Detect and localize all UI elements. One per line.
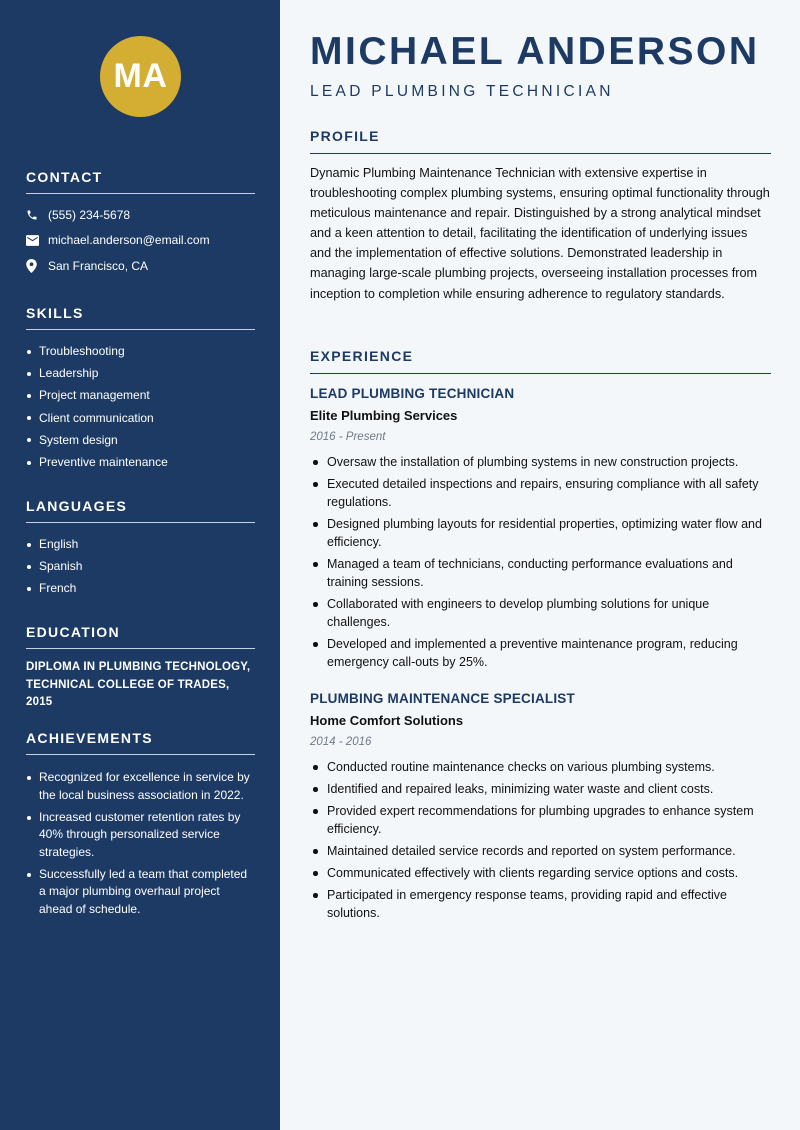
email-icon <box>26 235 48 246</box>
contact-email <box>26 228 255 254</box>
job-entry <box>310 386 771 675</box>
job-entry <box>310 691 771 926</box>
language-item: French <box>26 577 255 599</box>
skill-item: Preventive maintenance <box>26 451 255 473</box>
profile-heading: PROFILE <box>310 128 771 154</box>
languages-heading: LANGUAGES <box>26 498 255 523</box>
language-item: English <box>26 533 255 555</box>
location-text: San Francisco, CA <box>48 258 149 273</box>
job-company: Elite Plumbing Services <box>310 408 458 423</box>
job-bullet: Managed a team of technicians, conducting performance evaluations and training sessions. <box>310 555 771 591</box>
education-heading: EDUCATION <box>26 624 255 649</box>
experience-heading: EXPERIENCE <box>310 348 771 374</box>
skills-heading: SKILLS <box>26 305 255 330</box>
languages-section <box>26 498 255 600</box>
achievements-section <box>26 730 255 923</box>
job-bullet: Executed detailed inspections and repairs, ensuring compliance with all safety regulations. <box>310 475 771 511</box>
skill-item: Project management <box>26 384 255 406</box>
education-degree: DIPLOMA IN PLUMBING TECHNOLOGY, <box>26 661 251 673</box>
education-school: TECHNICAL COLLEGE OF TRADES, 2015 <box>26 678 230 708</box>
phone-icon <box>26 209 48 221</box>
language-item: Spanish <box>26 555 255 577</box>
location-pin-icon <box>26 259 48 273</box>
avatar-initials: MA <box>113 57 168 95</box>
skills-section <box>26 305 255 473</box>
achievements-list <box>26 769 255 918</box>
contact-phone <box>26 202 255 228</box>
job-dates: 2016 - Present <box>310 431 386 443</box>
job-bullet: Provided expert recommendations for plumbing upgrades to enhance system efficiency. <box>310 802 771 838</box>
contact-location <box>26 253 255 279</box>
candidate-name: MICHAEL ANDERSON <box>310 30 760 73</box>
skill-item: System design <box>26 429 255 451</box>
job-bullets <box>310 758 771 922</box>
skill-item: Client communication <box>26 407 255 429</box>
job-bullets <box>310 453 771 671</box>
job-bullet: Conducted routine maintenance checks on various plumbing systems. <box>310 758 771 776</box>
job-bullet: Developed and implemented a preventive maintenance program, reducing emergency call-outs by 25%. <box>310 635 771 671</box>
achievement-item: Increased customer retention rates by 40% through personalized service strategies. <box>26 809 255 862</box>
job-bullet: Participated in emergency response teams, providing rapid and effective solutions. <box>310 886 771 922</box>
job-company: Home Comfort Solutions <box>310 713 464 728</box>
achievement-item: Successfully led a team that completed a major plumbing overhaul project ahead of schedule. <box>26 866 255 919</box>
avatar <box>100 36 181 117</box>
job-bullet: Communicated effectively with clients regarding service options and costs. <box>310 864 771 882</box>
skill-item: Leadership <box>26 362 255 384</box>
contact-heading: CONTACT <box>26 169 255 194</box>
education-entry <box>26 659 255 712</box>
languages-list <box>26 533 255 600</box>
job-title: PLUMBING MAINTENANCE SPECIALIST <box>310 691 575 706</box>
contact-section <box>26 169 255 279</box>
skill-item: Troubleshooting <box>26 340 255 362</box>
sidebar <box>0 0 280 1130</box>
job-title: LEAD PLUMBING TECHNICIAN <box>310 386 515 401</box>
job-bullet: Designed plumbing layouts for residential properties, optimizing water flow and efficiency. <box>310 515 771 551</box>
education-section <box>26 624 255 712</box>
phone-text: (555) 234-5678 <box>48 207 131 222</box>
job-bullet: Identified and repaired leaks, minimizing water waste and client costs. <box>310 780 771 798</box>
profile-text: Dynamic Plumbing Maintenance Technician with extensive expertise in troubleshooting complex plumbing systems, ensuring optimal functionality through meticulous maintenance and repair. Distinguished by a strong analytical mindset and a keen attention to detail, facilitating the identification of underlying issues and the implementation of effective solutions. Demonstrated leadership in managing large-scale plumbing projects, overseeing installation processes from inception to completion while ensuring adherence to regulatory standards. <box>310 166 770 301</box>
job-dates: 2014 - 2016 <box>310 736 372 748</box>
skills-list <box>26 340 255 473</box>
job-bullet: Collaborated with engineers to develop plumbing solutions for unique challenges. <box>310 595 771 631</box>
job-bullet: Oversaw the installation of plumbing systems in new construction projects. <box>310 453 771 471</box>
job-bullet: Maintained detailed service records and reported on system performance. <box>310 842 771 860</box>
achievements-heading: ACHIEVEMENTS <box>26 730 255 755</box>
candidate-role: LEAD PLUMBING TECHNICIAN <box>310 83 614 100</box>
achievement-item: Recognized for excellence in service by the local business association in 2022. <box>26 769 255 804</box>
email-text: michael.anderson@email.com <box>48 233 210 248</box>
